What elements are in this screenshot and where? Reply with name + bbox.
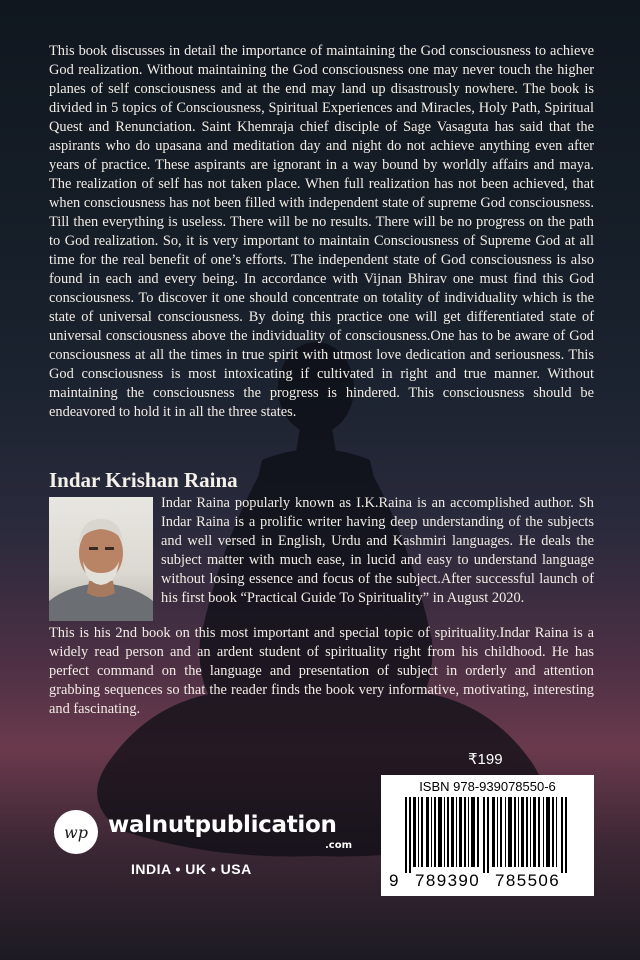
barcode-left-digits: 789390: [415, 871, 481, 890]
barcode-first-digit: 9: [389, 871, 400, 890]
author-bio-continued: This is his 2nd book on this most important and special topic of spirituality.Indar Raina is a widely read person and an ardent student of spirituality right from his childhood. He has perfect command on the language and presentation of subject in orderly and attention grabbing sequences so that the reader finds the book very informative, motivating, interesting and fascinating.: [49, 625, 594, 717]
author-bio: Indar Raina popularly known as I.K.Raina is an accomplished author. Sh Indar Raina is a prolific writer having deep understanding of the subjects and well versed in English, Urdu and Kashmiri languages. He deals the subject matter with much ease, in lucid and easy to understand language without losing essence and focus of the subject.After successful launch of his first book “Practical Guide To Spirituality” in August 2020.: [161, 495, 594, 606]
author-photo: [49, 497, 153, 621]
author-name: Indar Krishan Raina: [49, 468, 238, 492]
publisher-domain: .com: [325, 840, 353, 851]
publisher-countries: INDIA • UK • USA: [131, 861, 252, 877]
barcode-bars: [395, 797, 581, 873]
publisher-name: walnutpublication: [108, 812, 337, 838]
price-label: ₹199: [468, 751, 503, 768]
isbn-label: ISBN 978-939078550-6: [419, 779, 556, 794]
isbn-barcode: [381, 775, 594, 896]
book-description: This book discusses in detail the importance of maintaining the God consciousness to achieve God realization. Without maintaining the God consciousness one may never touch the higher planes of self consciousness and at the end may land up disastrously nowhere. The book is divided in 5 topics of Consciousness, Spiritual Experiences and Miracles, Holy Path, Spiritual Quest and Renunciation. Saint Khemraja chief disciple of Sage Vasaguta has said that the aspirants who do upasana and meditation day and night do not achieve anything even after years of practice. These aspirants are ignorant in a way bound by worldly affairs and maya. The realization of self has not taken place. When full realization has not been achieved, that when consciousness has not been filled with independent state of supreme God consciousness. Till then everything is useless. There will be no results. There will be no progress on the path to God realization. So, it is very important to maintain Consciousness of Supreme God at all time for the real benefit of one’s efforts. The independent state of God consciousness is also found in each and every being. In accordance with Vijnan Bhirav one must find this God consciousness. To discover it one should concentrate on totality of individuality which is the state of universal consciousness. By doing this practice one will get differentiated state of universal consciousness above the individuality of consciousness.One has to be aware of God consciousness at all the times in true spirit with utmost love dedication and seriousness. This God consciousness is most intoxicating if cultivated in right and true manner. Without maintaining the consciousness the progress is hindered. This consciousness should be endeavored to hold it in all the three states.: [49, 43, 594, 420]
publisher-logo-icon: wp: [54, 810, 98, 854]
author-portrait-image: [49, 497, 153, 621]
barcode-right-digits: 785506: [495, 871, 561, 890]
